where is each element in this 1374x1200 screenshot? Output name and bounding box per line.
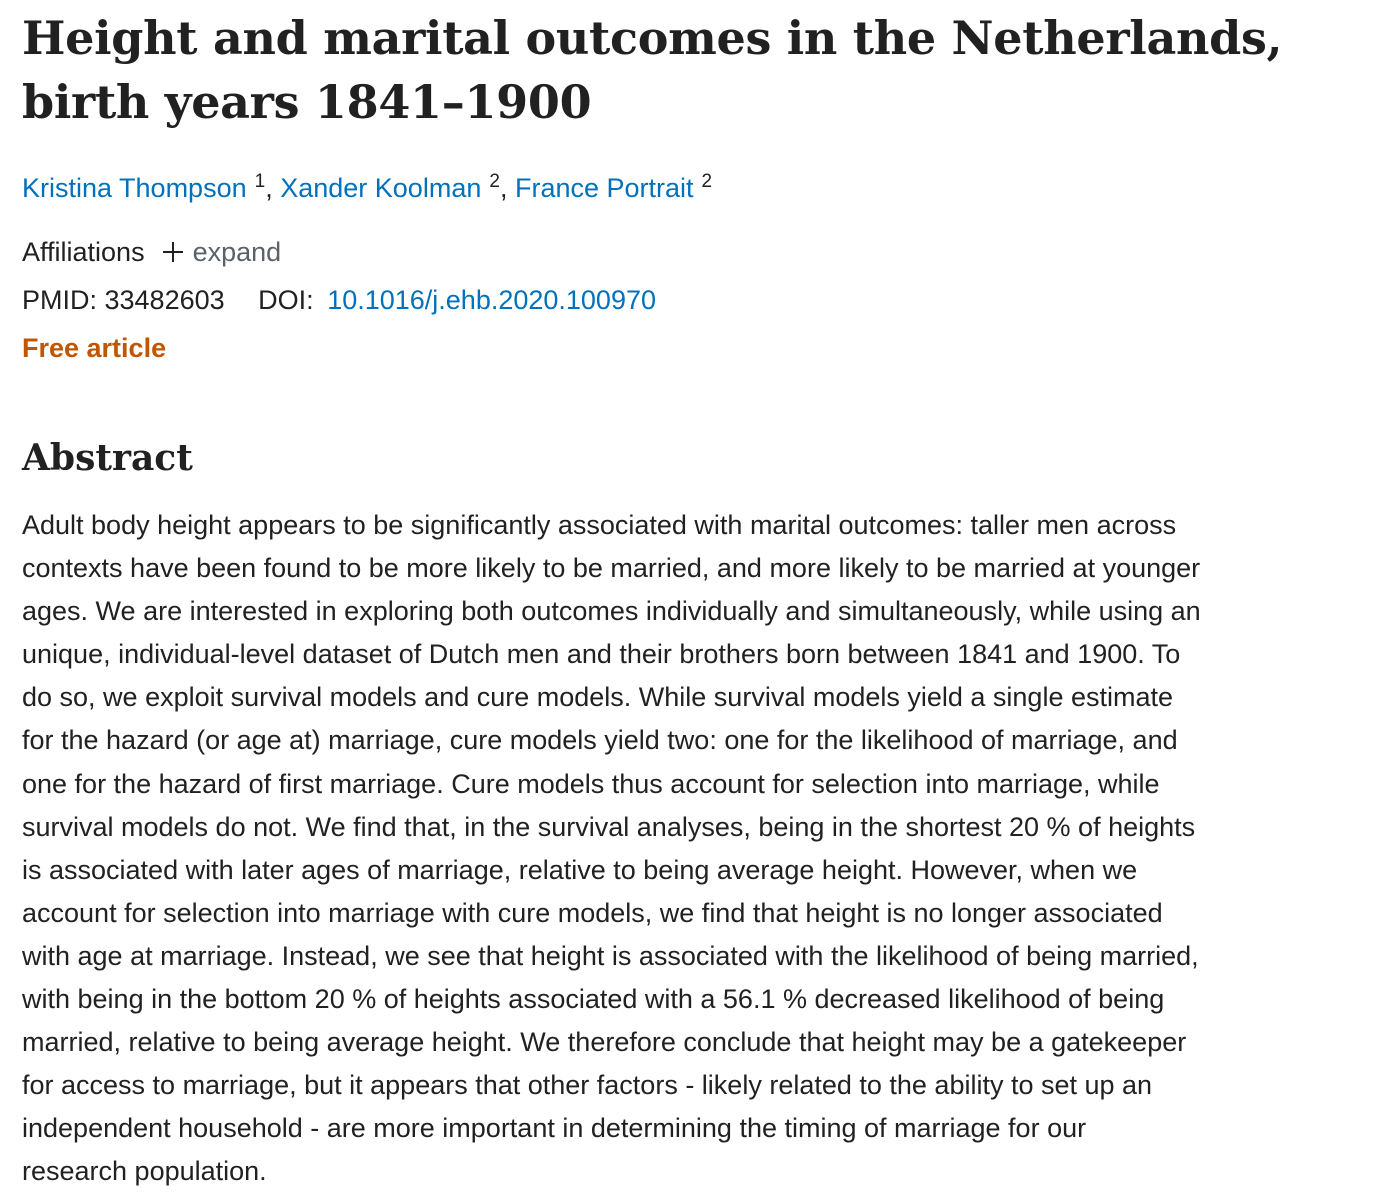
plus-icon	[163, 242, 183, 262]
abstract-line: unique, individual-level dataset of Dutch men and their brothers born between 1841 and 1900. To	[22, 639, 1181, 670]
abstract-line: with age at marriage. Instead, we see that height is associated with the likelihood of being married,	[22, 940, 1199, 971]
abstract-line: account for selection into marriage with cure models, we find that height is no longer associated	[22, 897, 1163, 928]
abstract-line: do so, we exploit survival models and cure models. While survival models yield a single estimate	[22, 682, 1174, 713]
abstract-line: one for the hazard of first marriage. Cure models thus account for selection into marriage, while	[22, 768, 1160, 799]
article-title	[22, 0, 1352, 134]
article-title-line-2: birth years 1841–1900	[22, 75, 592, 129]
abstract-line: Adult body height appears to be significantly associated with marital outcomes: taller men across	[22, 510, 1177, 540]
affiliation-number[interactable]: 2	[701, 171, 713, 192]
article-identifiers	[22, 282, 1352, 318]
abstract-line: is associated with later ages of marriage, relative to being average height. However, when we	[22, 854, 1138, 885]
abstract-line: for access to marriage, but it appears that other factors - likely related to the ability to set up an	[22, 1070, 1153, 1101]
author-separator: ,	[499, 173, 508, 203]
abstract-line: contexts have been found to be more likely to be married, and more likely to be married at younger	[22, 553, 1201, 584]
abstract-heading: Abstract	[22, 437, 193, 479]
abstract-line: for the hazard (or age at) marriage, cure models yield two: one for the likelihood of marriage, and	[22, 725, 1178, 756]
authors-list	[22, 170, 1352, 206]
abstract-line: with being in the bottom 20 % of heights associated with a 56.1 % decreased likelihood of being	[22, 984, 1165, 1015]
author-separator: ,	[265, 173, 273, 203]
article-page	[22, 0, 1352, 1194]
author-link-france-portrait[interactable]: France Portrait	[514, 173, 694, 203]
abstract-line: married, relative to being average height. We therefore conclude that height may be a gatekeeper	[22, 1027, 1187, 1058]
affiliations-label: Affiliations	[22, 237, 145, 267]
author-link-xander-koolman[interactable]: Xander Koolman	[280, 173, 482, 203]
affiliation-number[interactable]: 1	[254, 171, 266, 192]
abstract-line: survival models do not. We find that, in the survival analyses, being in the shortest 20 % of heights	[22, 811, 1196, 842]
free-article-badge: Free article	[22, 333, 167, 363]
article-title-line-1: Height and marital outcomes in the Netherlands,	[22, 11, 1283, 65]
affiliations-expand-button[interactable]	[163, 234, 282, 270]
affiliation-number[interactable]: 2	[489, 171, 500, 192]
abstract-line: research population.	[22, 1156, 267, 1187]
author-link-kristina-thompson[interactable]: Kristina Thompson	[22, 173, 247, 203]
expand-label: expand	[192, 237, 282, 267]
pmid-text: PMID: 33482603	[22, 285, 225, 315]
doi-link[interactable]: 10.1016/j.ehb.2020.100970	[327, 285, 656, 315]
abstract-line: independent household - are more important in determining the timing of marriage for our	[22, 1113, 1087, 1144]
affiliations-row	[22, 234, 1352, 270]
doi-label: DOI:	[258, 285, 314, 315]
abstract-text	[22, 504, 1322, 1194]
abstract-line: ages. We are interested in exploring both outcomes individually and simultaneously, while using an	[22, 596, 1201, 627]
